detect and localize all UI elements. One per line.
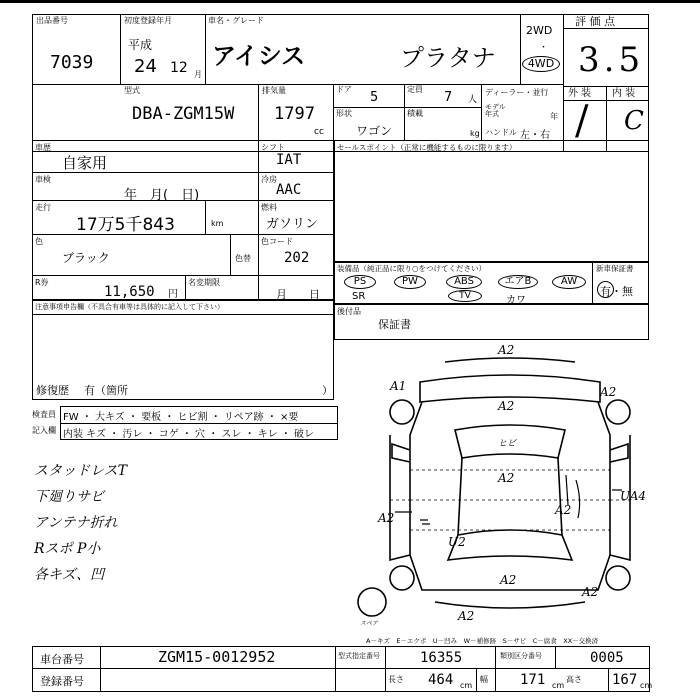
- load-label: 積載: [407, 109, 423, 118]
- history-label: 車歴: [35, 143, 51, 152]
- equip-airbag: エアB: [498, 275, 538, 289]
- color-code-value: 202: [284, 250, 310, 266]
- name-label: 車名・グレード: [208, 16, 264, 25]
- drive-2wd: 2WD: [526, 24, 553, 37]
- type-spec-value: 16355: [420, 650, 463, 666]
- displacement-label: 排気量: [262, 86, 286, 95]
- score-label: 評 価 点: [575, 15, 615, 28]
- inspector-label-2: 記入欄: [32, 426, 56, 435]
- equip-ps: PS: [344, 275, 376, 289]
- height-unit: cm: [640, 681, 653, 690]
- fuel-label: 燃料: [261, 203, 277, 212]
- name-change-value: 月 日: [276, 288, 320, 301]
- inspection-value: 年 月( 日): [124, 188, 200, 203]
- handwritten-note-3: アンテナ折れ: [34, 515, 118, 531]
- type-spec-label: 型式指定番号: [338, 652, 380, 660]
- fuel-value: ガソリン: [266, 217, 319, 232]
- drive-4wd: 4WD: [522, 56, 560, 72]
- first-reg-label: 初度登録年月: [124, 16, 172, 25]
- damage-mark-left-front: A1: [390, 379, 407, 393]
- width-unit: cm: [552, 681, 565, 690]
- accessory-label: 後付品: [337, 307, 361, 316]
- load-unit: kg: [470, 129, 480, 138]
- mileage-unit: km: [211, 219, 224, 228]
- model-value: DBA-ZGM15W: [132, 104, 235, 124]
- damage-mark-roof: A2: [498, 471, 515, 485]
- equip-aw: AW: [552, 275, 586, 289]
- capacity-unit: 人: [468, 95, 478, 105]
- damage-mark-right-door: A2: [555, 503, 572, 517]
- model-year-label: モデル年式: [485, 103, 506, 118]
- length-unit: cm: [460, 681, 473, 690]
- shape-label: 形状: [336, 109, 352, 118]
- color-label: 色: [35, 237, 43, 246]
- damage-mark-left-door: A2: [378, 511, 395, 525]
- shape-value: ワゴン: [356, 124, 393, 138]
- doors-label: ドア: [336, 85, 352, 94]
- handwritten-note-5: 各キズ、凹: [34, 567, 105, 583]
- equipment-label: 装備品（純正品に限り○をつけてください）: [337, 264, 487, 273]
- height-label: 高さ: [566, 675, 582, 684]
- handwritten-note-4: Rスポ P小: [34, 541, 101, 557]
- handwritten-note-1: スタッドレスT: [34, 463, 127, 479]
- damage-mark-windshield-crack: ヒビ: [498, 439, 517, 449]
- height-value: 167: [612, 672, 638, 688]
- damage-legend: A－キズ E－エクボ U－凹み W－補修跡 S－サビ C－腐食 XX－交換済: [366, 637, 599, 645]
- category-value: 0005: [590, 650, 624, 666]
- repair-label: 修復歴: [36, 384, 69, 397]
- recolor-label: 色替: [235, 254, 251, 263]
- length-label: 長さ: [388, 675, 404, 684]
- damage-mark-hood: A2: [498, 399, 515, 413]
- inspector-row-1: FW ・ 大キズ ・ 要板 ・ ヒビ割 ・ リペア跡 ・ ×要: [63, 412, 299, 423]
- car-damage-diagram: [350, 340, 670, 630]
- shift-label: シフト: [261, 143, 285, 152]
- notes-label: 注意事項申告欄（不具合有車等は具体的に記入して下さい）: [35, 303, 224, 311]
- equip-tv: TV: [448, 290, 482, 302]
- repair-close: ）: [322, 384, 333, 397]
- top-strip: [0, 0, 700, 12]
- equip-pw: PW: [394, 275, 426, 289]
- width-label: 幅: [480, 675, 488, 684]
- dealer-label: ディーラー・並行: [485, 88, 549, 97]
- damage-mark-front-bumper: A2: [498, 343, 515, 357]
- damage-mark-right-side: UA4: [620, 489, 647, 503]
- exterior-label: 外 装: [568, 88, 592, 99]
- inspector-label-1: 検査員: [32, 410, 56, 419]
- equip-sr: SR: [352, 291, 366, 302]
- width-value: 171: [520, 672, 546, 688]
- inspector-row-2: 内装 キズ ・ 汚レ ・ コゲ ・ 穴 ・ スレ ・ キレ ・ 破レ: [63, 429, 315, 440]
- recycle-label: R券: [35, 278, 49, 287]
- handle-value: 左・右: [520, 130, 550, 141]
- drive-sep: ・: [539, 43, 549, 53]
- aircon-label: 冷房: [261, 175, 277, 184]
- inspection-label: 車検: [35, 175, 51, 184]
- aircon-value: AAC: [276, 182, 302, 198]
- reg-month: 12: [170, 60, 188, 76]
- recycle-unit: 円: [168, 289, 178, 300]
- repair-value: 有（箇所: [84, 384, 128, 397]
- handwritten-note-2: 下廻りサビ: [34, 489, 104, 505]
- damage-mark-right-front: A2: [600, 385, 617, 399]
- doors-value: 5: [370, 90, 379, 105]
- notes-box: [32, 300, 334, 400]
- equip-abs: ABS: [446, 275, 482, 289]
- chassis-label: 車台番号: [40, 653, 84, 666]
- new-car-book-value: 有・無: [600, 285, 633, 298]
- chassis-number: ZGM15-0012952: [158, 648, 276, 666]
- model-year-unit: 年: [550, 112, 558, 121]
- era: 平成: [128, 38, 153, 52]
- damage-mark-rear-left: U2: [448, 535, 466, 549]
- accessory-value: 保証書: [378, 318, 411, 331]
- handle-label: ハンドル: [485, 128, 517, 137]
- length-value: 464: [428, 672, 454, 688]
- new-car-book-label: 新車保証書: [596, 264, 634, 273]
- name-change-label: 名変期限: [188, 278, 220, 287]
- grade: プラタナ: [400, 44, 496, 72]
- exterior-grade: /: [575, 98, 589, 144]
- shift-value: IAT: [276, 152, 302, 168]
- new-car-book-circle: [597, 281, 614, 298]
- damage-mark-rear-bumper: A2: [458, 609, 475, 623]
- equip-leather: カワ: [506, 295, 526, 306]
- car-name: アイシス: [212, 41, 306, 70]
- model-label: 型式: [124, 86, 140, 95]
- spare-label: スペア: [360, 620, 379, 627]
- interior-label: 内 装: [612, 88, 636, 99]
- sales-point-label: セールスポイント（正常に機能するものに限ります）: [337, 143, 517, 152]
- mileage-label: 走行: [35, 203, 51, 212]
- capacity-label: 定員: [407, 85, 423, 94]
- sales-point-box: [334, 140, 649, 262]
- score-value: 3.5: [578, 40, 645, 80]
- color-value: ブラック: [62, 251, 110, 265]
- lot-label: 出品番号: [36, 16, 68, 25]
- mileage-value: 17万5千843: [76, 215, 175, 235]
- capacity-value: 7: [444, 90, 453, 105]
- displacement-value: 1797: [274, 104, 315, 124]
- header-box: [32, 14, 649, 152]
- color-code-label: 色コード: [261, 237, 293, 246]
- reg-label: 登録番号: [40, 675, 84, 688]
- damage-mark-rear: A2: [500, 573, 517, 587]
- lot-number: 7039: [50, 52, 94, 73]
- damage-mark-rear-right: A2: [582, 585, 599, 599]
- recycle-amount: 11,650: [104, 284, 155, 300]
- interior-grade: C: [624, 106, 644, 136]
- category-label: 類別区分番号: [500, 652, 542, 660]
- reg-year: 24: [134, 56, 157, 77]
- history-value: 自家用: [62, 154, 108, 172]
- month-unit: 月: [194, 70, 202, 79]
- displacement-unit: cc: [314, 127, 324, 137]
